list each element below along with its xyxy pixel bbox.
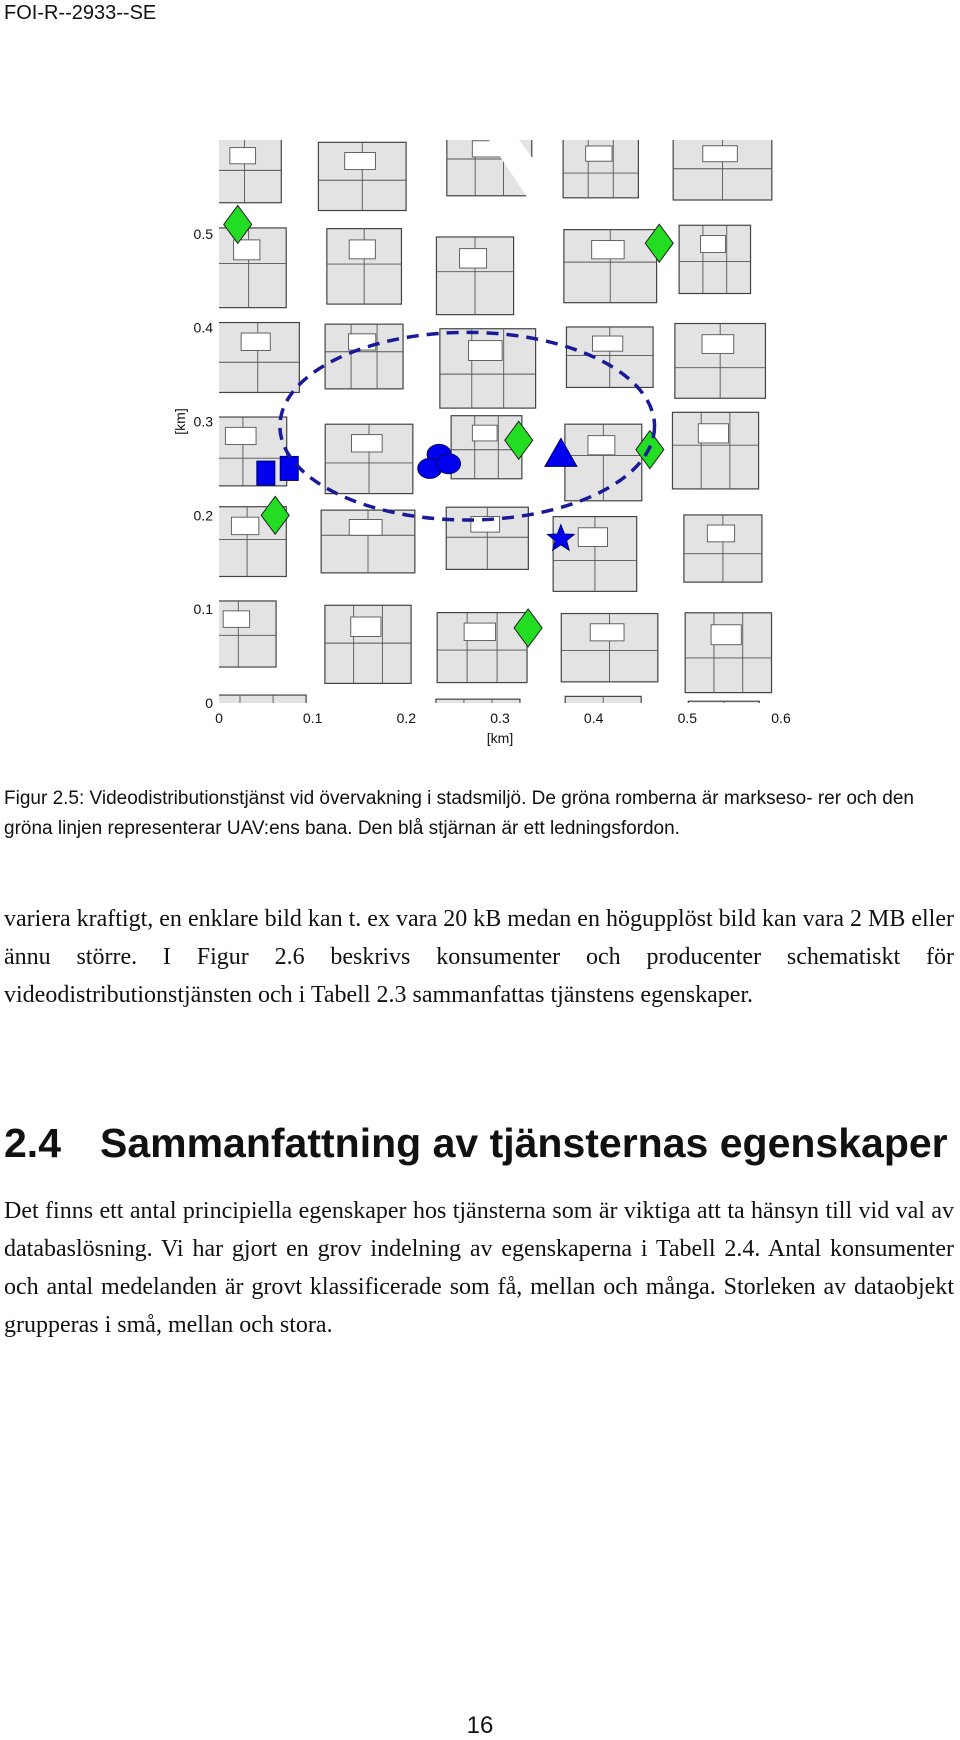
y-tick-label: 0.4 [193,319,213,336]
courtyard [472,425,497,441]
blue-circle-marker [436,454,460,474]
x-tick-label: 0.5 [677,710,698,726]
section-title: Sammanfattning av tjänsternas egenskaper [100,1120,948,1166]
courtyard [356,715,386,732]
building-footprints [199,131,772,760]
section-number: 2.4 [4,1120,61,1166]
courtyard [711,625,741,645]
courtyard [588,436,615,455]
city-block [565,696,641,760]
courtyard [461,711,490,731]
y-tick-label: 0.1 [193,601,213,618]
city-block [207,695,306,760]
courtyard [230,148,256,164]
courtyard [703,146,738,162]
blue-square-marker [257,461,275,485]
section-heading [4,1118,960,1168]
courtyard [349,520,382,536]
y-tick-label: 0 [205,695,213,711]
city-block [688,701,759,760]
x-tick-label: 0.6 [771,710,791,726]
courtyard [464,623,495,640]
courtyard [701,235,726,252]
report-id: FOI-R--2933--SE [4,2,157,24]
courtyard [469,341,503,361]
courtyard [237,706,272,724]
body-paragraph-2: Det finns ett antal principiella egenskaper hos tjänsterna som är viktiga att ta hänsyn till vid val av databaslösning. Vi har gjort en grov indelning av egenskaperna i Tabell 2.4. Antal konsumenter och antal medelanden är grovt klassificerade som få, mellan och många. Storleken av dataobjekt grupperas i små, mellan och stora. [4,1198,954,1338]
x-tick-label: 0.4 [583,710,604,726]
courtyard [223,611,249,628]
courtyard [578,528,607,547]
courtyard [349,240,375,259]
courtyard [707,525,734,542]
courtyard [231,517,258,534]
courtyard [592,241,624,259]
figure-caption: Figur 2.5: Videodistributionstjänst vid övervakning i stadsmiljö. De gröna romberna är markseso- rer och den gröna linjen representerar UAV:ens bana. Den blå stjärnan är ett ledningsfordon. [4,788,914,839]
page-number: 16 [466,1712,494,1739]
courtyard [460,249,487,268]
courtyard [348,334,375,350]
body-paragraph-1: variera kraftigt, en enklare bild kan t. ex vara 20 kB medan en högupplöst bild kan vara 2 MB eller ännu större. I Figur 2.6 beskrivs konsumenter och producenter schematiskt för videodistributionstjänsten och i Tabell 2.3 sammanfattas tjänstens egenskaper. [4,906,954,1008]
courtyard [710,711,735,728]
x-tick-label: 0 [215,710,223,726]
x-axis-label: [km] [486,730,514,746]
courtyard [698,424,728,443]
x-tick-label: 0.1 [302,710,323,726]
courtyard [345,153,376,170]
blue-square-marker [280,456,298,480]
courtyard [586,146,612,161]
x-tick-label: 0.3 [490,710,510,726]
courtyard [352,435,383,452]
courtyard [590,624,624,641]
courtyard [225,427,256,444]
courtyard [592,336,622,351]
city-map-figure [0,0,960,760]
y-axis-label: [km] [172,408,188,435]
courtyard [351,617,381,637]
y-tick-label: 0.2 [193,507,213,524]
y-tick-label: 0.5 [193,225,213,242]
x-tick-label: 0.2 [396,710,417,726]
courtyard [702,335,734,354]
y-tick-label: 0.3 [193,413,213,430]
courtyard [241,333,270,350]
